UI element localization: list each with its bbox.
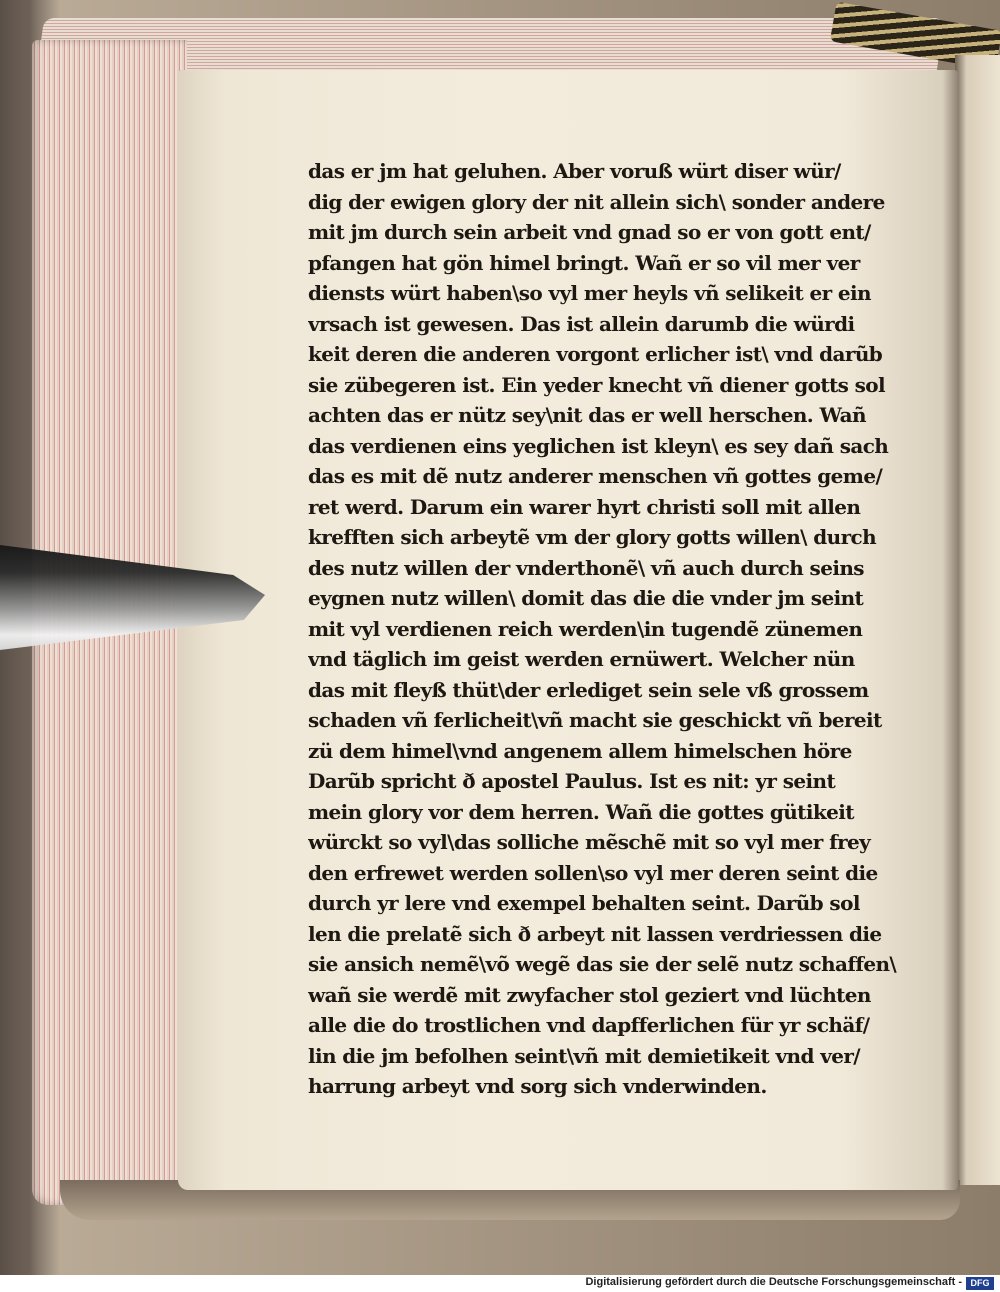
text-line: wañ sie werdẽ mit zwyfacher stol geziert vnd lüchten xyxy=(308,982,871,1007)
text-line: mit vyl verdienen reich werden\in tugendẽ zünemen xyxy=(308,616,863,641)
text-line: sie ansich nemẽ\võ wegẽ das sie der selẽ nutz schaffen\ xyxy=(308,952,897,976)
text-line: das er jm hat geluhen. Aber voruß würt diser wür/ xyxy=(308,159,841,183)
text-line: den erfrewet werden sollen\so vyl mer deren seint die xyxy=(308,860,878,885)
text-line: würckt so vyl\das solliche mẽschẽ mit so vyl mer frey xyxy=(308,830,871,854)
text-line: diensts würt haben\so vyl mer heyls vñ selikeit er ein xyxy=(308,281,871,305)
text-line: sie zübegeren ist. Ein yeder knecht vñ diener gotts sol xyxy=(308,372,886,397)
text-line: des nutz willen der vnderthonẽ\ vñ auch durch seins xyxy=(308,555,864,580)
text-line: vnd täglich im geist werden ernüwert. Welcher nün xyxy=(308,647,855,671)
text-line: durch yr lere vnd exempel behalten seint. Darũb sol xyxy=(308,891,860,915)
text-line: dig der ewigen glory der nit allein sich\ sonder andere xyxy=(308,189,885,214)
text-line: pfangen hat gön himel bringt. Wañ er so vil mer ver xyxy=(308,250,860,275)
dfg-logo: DFG xyxy=(966,1277,994,1290)
text-line: das verdienen eins yeglichen ist kleyn\ es sey dañ sach xyxy=(308,433,889,458)
facing-page-edge xyxy=(955,55,1000,1185)
text-line: das mit fleyß thüt\der erlediget sein sele vß grossem xyxy=(308,677,869,702)
text-line: eygnen nutz willen\ domit das die die vnder jm seint xyxy=(308,586,864,610)
text-line: krefften sich arbeytẽ vm der glory gotts willen\ durch xyxy=(308,525,877,549)
text-line: zü dem himel\vnd angenem allem himelschen höre xyxy=(308,738,852,763)
footer-credit: Digitalisierung gefördert durch die Deutsche Forschungsgemeinschaft - xyxy=(585,1276,962,1288)
text-line: harrung arbeyt vnd sorg sich vnderwinden. xyxy=(308,1074,767,1098)
footer-bar xyxy=(0,1275,1000,1292)
text-line: das es mit dẽ nutz anderer menschen vñ gottes geme/ xyxy=(308,464,883,488)
text-line: vrsach ist gewesen. Das ist allein darumb die würdi xyxy=(308,311,855,336)
text-line: achten das er nütz sey\nit das er well herschen. Wañ xyxy=(308,403,866,427)
text-line: alle die do trostlichen vnd dapfferlichen für yr schäf/ xyxy=(308,1013,870,1037)
text-line: mein glory vor dem herren. Wañ die gottes gütikeit xyxy=(308,799,854,824)
page-text-block xyxy=(308,156,908,1102)
text-line: len die prelatẽ sich ð arbeyt nit lassen verdriessen die xyxy=(308,921,882,946)
text-line: lin die jm befolhen seint\vñ mit demietikeit vnd ver/ xyxy=(308,1043,861,1068)
text-line: Darũb spricht ð apostel Paulus. Ist es nit: yr seint xyxy=(308,769,836,793)
text-line: schaden vñ ferlicheit\vñ macht sie geschickt vñ bereit xyxy=(308,708,882,732)
text-line: ret werd. Darum ein warer hyrt christi soll mit allen xyxy=(308,494,861,519)
text-line: mit jm durch sein arbeit vnd gnad so er von gott ent/ xyxy=(308,220,871,244)
text-line: keit deren die anderen vorgont erlicher ist\ vnd darũb xyxy=(308,342,883,366)
